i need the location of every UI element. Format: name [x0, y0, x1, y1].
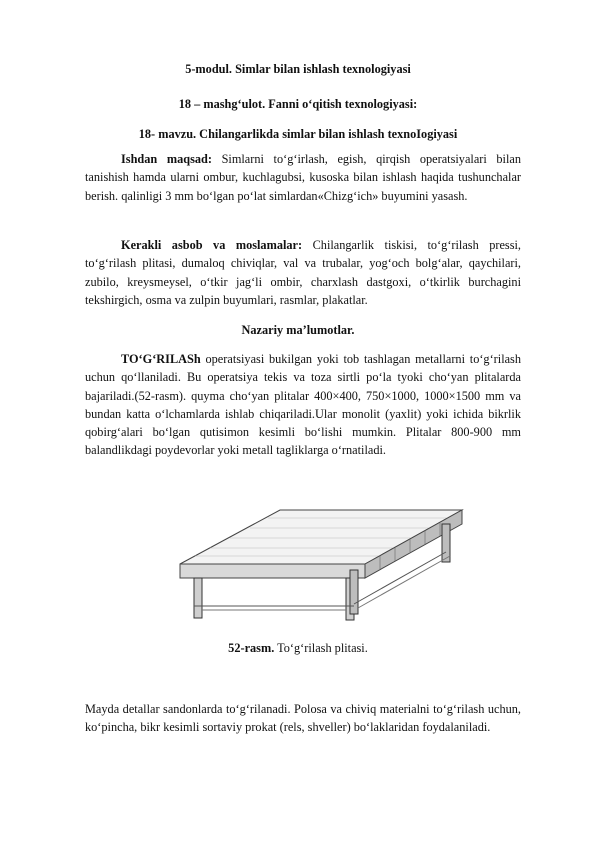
caption-label: 52-rasm. [228, 641, 275, 655]
figure-caption [0, 640, 596, 656]
goal-label: Ishdan maqsad: [121, 152, 212, 166]
lesson-title: 18 – mashg‘ulot. Fanni o‘qitish texnologiyasi: [178, 97, 418, 111]
caption-text: To‘g‘rilash plitasi. [274, 641, 368, 655]
tools-text: Chilangarlik tiskisi, to‘g‘rilash pressi, to‘g‘rilash plitasi, dumaloq chiviqlar, val va trubalar, yog‘och bolg‘alar, qaychilari, zubilo, kreysmeysel, o‘tkir jag‘li ombir, charxlash dastgoxi, o‘tkirlik burchagini tekshirgich, osma va zulpin buyumlari, rasmlar, plakatlar. [85, 238, 521, 307]
theory-label: TO‘G‘RILASh [121, 352, 201, 366]
straightening-plate-illustration [170, 506, 470, 626]
topic-title: 18- mavzu. Chilangarlikda simlar bilan ishlash texnoIogiyasi [138, 127, 458, 141]
tools-paragraph [85, 236, 521, 309]
goal-text: Simlarni to‘g‘irlash, egish, qirqish operatsiyalari bilan tanishish hamda ularni ombur, kuchlagubsi, kusoska bilan ishlash haqida tushunchalar berish. qalinligi 3 mm bo‘lgan po‘lat simlardan«Chizg‘ich» buyumini yasash. [85, 152, 521, 203]
theory-paragraph [85, 350, 521, 460]
closing-paragraph: Mayda detallar sandonlarda to‘g‘rilanadi. Polosa va chiviq materialni to‘g‘rilash uchun, ko‘pincha, bikr kesimli sortaviy prokat (rels, shveller) bo‘laklaridan foydalaniladi. [85, 702, 521, 735]
theory-text: operatsiyasi bukilgan yoki tob tashlagan metallarni to‘g‘rilash uchun qo‘llaniladi. Bu operatsiya tekis va toza sirtli po‘la tyoki cho‘yan plitalarda bajariladi.(52-rasm). quyma cho‘yan plitalar 400×400, 750×1000, 1000×1500 mm va bundan katta o‘lchamlarda ishlab chiqariladi.Ular monolit (yaxlit) yoki ichida bikrlik qobirg‘alari bo‘lgan qutisimon kesimli bo‘lishi mumkin. Plitalar 800-900 mm balandlikdagi poydevorlar yoki metall tagliklarga o‘rnatiladi. [85, 352, 521, 458]
module-title: 5-modul. Simlar bilan ishlash texnologiyasi [185, 62, 411, 76]
goal-paragraph [85, 150, 521, 205]
theory-title: Nazariy ma’lumotlar. [241, 323, 355, 337]
tools-label: Kerakli asbob va moslamalar: [121, 238, 303, 252]
